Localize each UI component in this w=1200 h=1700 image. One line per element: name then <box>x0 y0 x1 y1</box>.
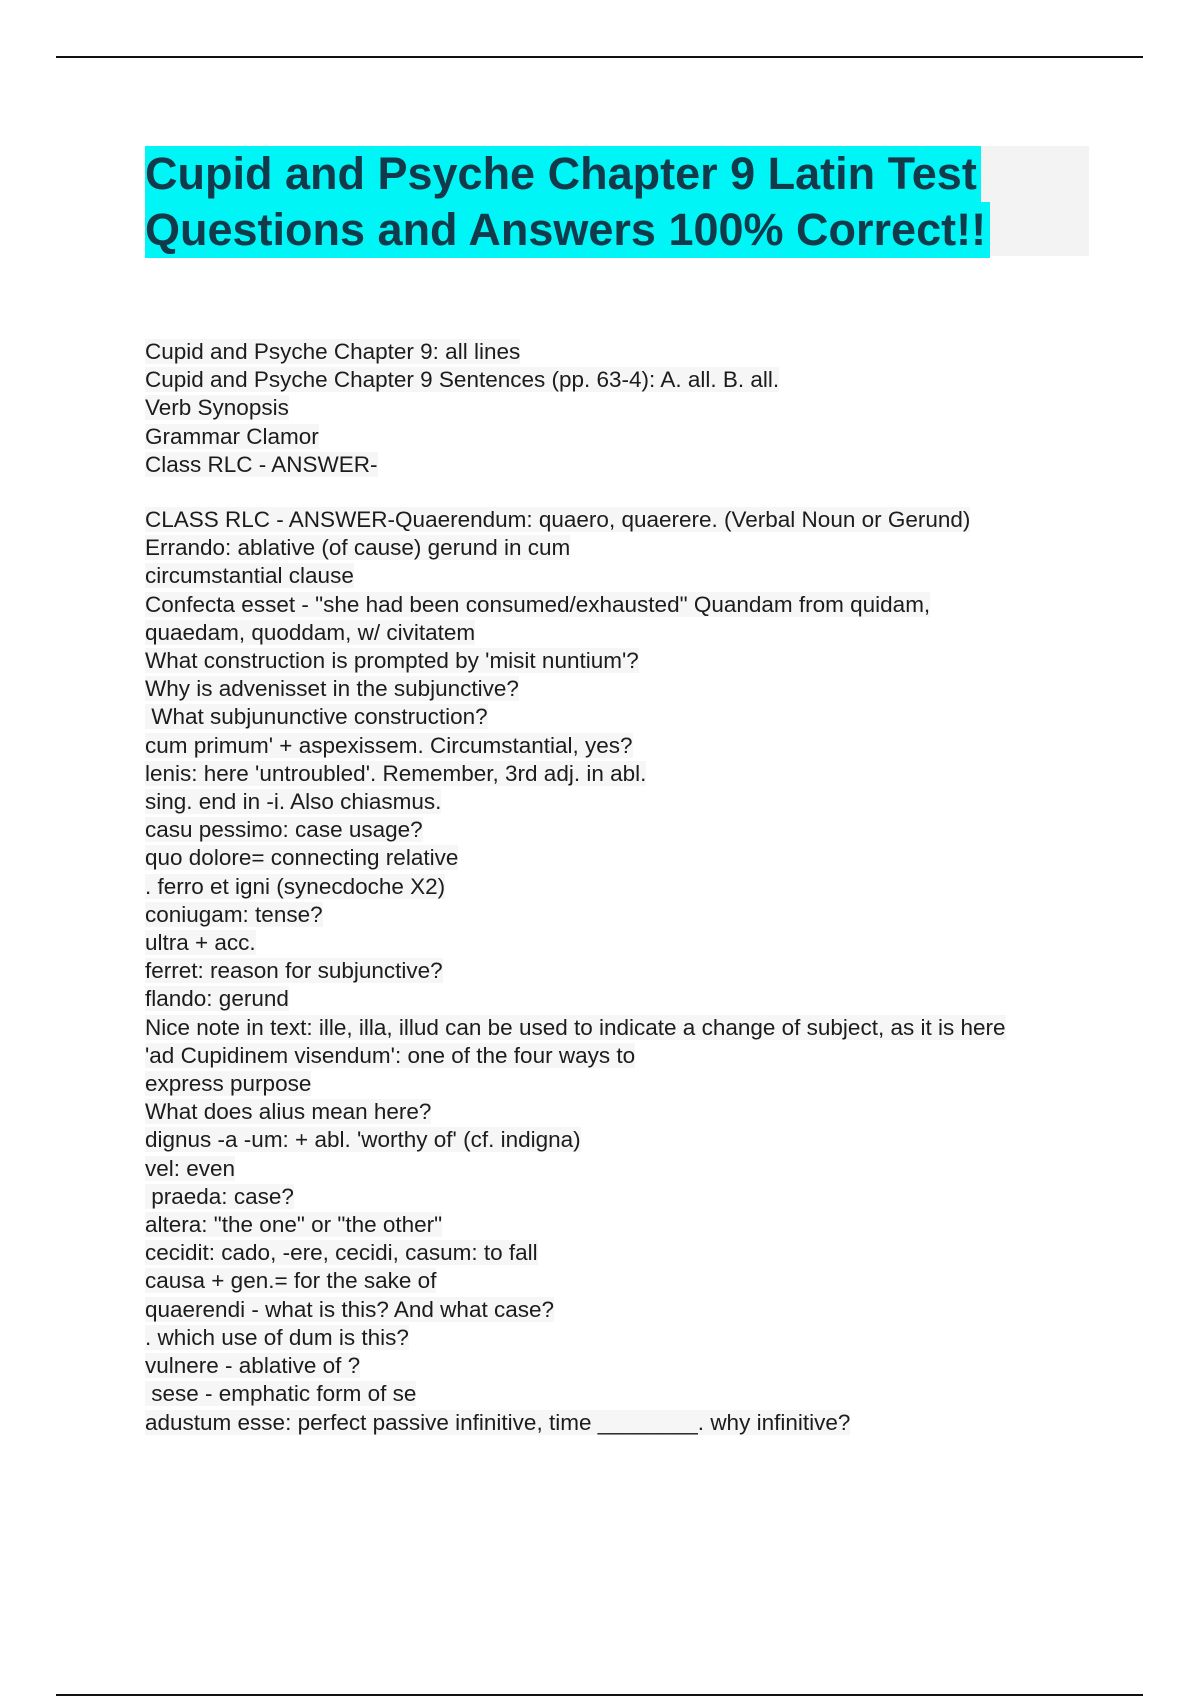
answer-line <box>145 534 1085 562</box>
answer-line-text: Why is advenisset in the subjunctive? <box>145 676 519 702</box>
answer-line-text: vel: even <box>145 1155 236 1181</box>
title-line-1: Cupid and Psyche Chapter 9 Latin Test <box>145 146 981 202</box>
answer-line <box>145 1324 1085 1352</box>
intro-line <box>145 451 1085 479</box>
answer-line <box>145 619 1085 647</box>
answer-line-text: quaerendi - what is this? And what case? <box>145 1296 554 1322</box>
answer-line <box>145 1155 1085 1183</box>
answer-line-text: dignus -a -um: + abl. 'worthy of' (cf. indigna) <box>145 1127 581 1153</box>
intro-line <box>145 338 1085 366</box>
answer-body <box>145 506 1085 1437</box>
answer-line <box>145 1070 1085 1098</box>
answer-line <box>145 760 1085 788</box>
answer-line-text: Nice note in text: ille, illa, illud can be used to indicate a change of subject, as it is here <box>145 1014 1006 1040</box>
answer-line <box>145 1380 1085 1408</box>
intro-list <box>145 338 1085 479</box>
answer-line <box>145 929 1085 957</box>
answer-line-text: ferret: reason for subjunctive? <box>145 958 443 984</box>
answer-line <box>145 816 1085 844</box>
answer-line <box>145 1126 1085 1154</box>
answer-line <box>145 873 1085 901</box>
answer-line-text: What subjununctive construction? <box>145 704 488 730</box>
intro-line-text: Verb Synopsis <box>145 395 289 421</box>
answer-line <box>145 1239 1085 1267</box>
answer-line <box>145 901 1085 929</box>
answer-line-text: 'ad Cupidinem visendum': one of the four ways to <box>145 1042 636 1068</box>
answer-line <box>145 1014 1085 1042</box>
intro-line <box>145 366 1085 394</box>
answer-line-text: What construction is prompted by 'misit nuntium'? <box>145 648 639 674</box>
answer-line <box>145 788 1085 816</box>
answer-line-text: casu pessimo: case usage? <box>145 817 423 843</box>
answer-line <box>145 1267 1085 1295</box>
answer-line <box>145 562 1085 590</box>
answer-line <box>145 957 1085 985</box>
answer-line-text: quo dolore= connecting relative <box>145 845 459 871</box>
answer-line-text: coniugam: tense? <box>145 901 323 927</box>
answer-line-text: quaedam, quoddam, w/ civitatem <box>145 619 476 645</box>
answer-line-text: praeda: case? <box>145 1183 294 1209</box>
intro-line-text: Cupid and Psyche Chapter 9 Sentences (pp. 63-4): A. all. B. all. <box>145 367 780 393</box>
answer-line-text: flando: gerund <box>145 986 289 1012</box>
answer-line-text: sese - emphatic form of se <box>145 1381 417 1407</box>
intro-line-text: Grammar Clamor <box>145 423 319 449</box>
intro-line-text: Cupid and Psyche Chapter 9: all lines <box>145 339 521 364</box>
answer-line-text: cecidit: cado, -ere, cecidi, casum: to fall <box>145 1240 538 1266</box>
answer-line-text: adustum esse: perfect passive infinitive, time ________. why infinitive? <box>145 1409 851 1435</box>
answer-line <box>145 1409 1085 1437</box>
answer-line-text: sing. end in -i. Also chiasmus. <box>145 789 442 815</box>
answer-line-text: Errando: ablative (of cause) gerund in cum <box>145 535 571 561</box>
answer-line-text: circumstantial clause <box>145 563 354 589</box>
answer-line <box>145 591 1085 619</box>
answer-line <box>145 1211 1085 1239</box>
intro-line <box>145 423 1085 451</box>
intro-line-text: Class RLC - ANSWER- <box>145 451 378 477</box>
top-divider <box>56 56 1143 58</box>
title-line-2: Questions and Answers 100% Correct!! <box>145 202 990 258</box>
answer-line <box>145 647 1085 675</box>
answer-line-text: Confecta esset - "she had been consumed/exhausted" Quandam from quidam, <box>145 591 931 617</box>
answer-line-text: CLASS RLC - ANSWER-Quaerendum: quaero, quaerere. (Verbal Noun or Gerund) <box>145 507 971 532</box>
answer-line-text: What does alius mean here? <box>145 1099 432 1125</box>
answer-line-text: express purpose <box>145 1071 312 1097</box>
answer-line-text: vulnere - ablative of ? <box>145 1353 361 1379</box>
answer-line-text: altera: "the one" or "the other" <box>145 1212 443 1238</box>
page-title <box>145 146 990 258</box>
answer-line <box>145 506 1085 534</box>
answer-line-text: lenis: here 'untroubled'. Remember, 3rd adj. in abl. <box>145 760 647 786</box>
bottom-divider <box>56 1694 1143 1696</box>
intro-line <box>145 394 1085 422</box>
answer-line-text: . ferro et igni (synecdoche X2) <box>145 873 446 899</box>
answer-line <box>145 1352 1085 1380</box>
answer-line <box>145 1296 1085 1324</box>
answer-line <box>145 1098 1085 1126</box>
answer-line-text: ultra + acc. <box>145 930 256 956</box>
answer-line <box>145 703 1085 731</box>
answer-line <box>145 1183 1085 1211</box>
answer-line <box>145 844 1085 872</box>
answer-line <box>145 732 1085 760</box>
answer-line-text: cum primum' + aspexissem. Circumstantial, yes? <box>145 732 633 758</box>
answer-line-text: causa + gen.= for the sake of <box>145 1268 437 1294</box>
answer-line <box>145 1042 1085 1070</box>
answer-line-text: . which use of dum is this? <box>145 1324 409 1350</box>
answer-line <box>145 985 1085 1013</box>
answer-line <box>145 675 1085 703</box>
